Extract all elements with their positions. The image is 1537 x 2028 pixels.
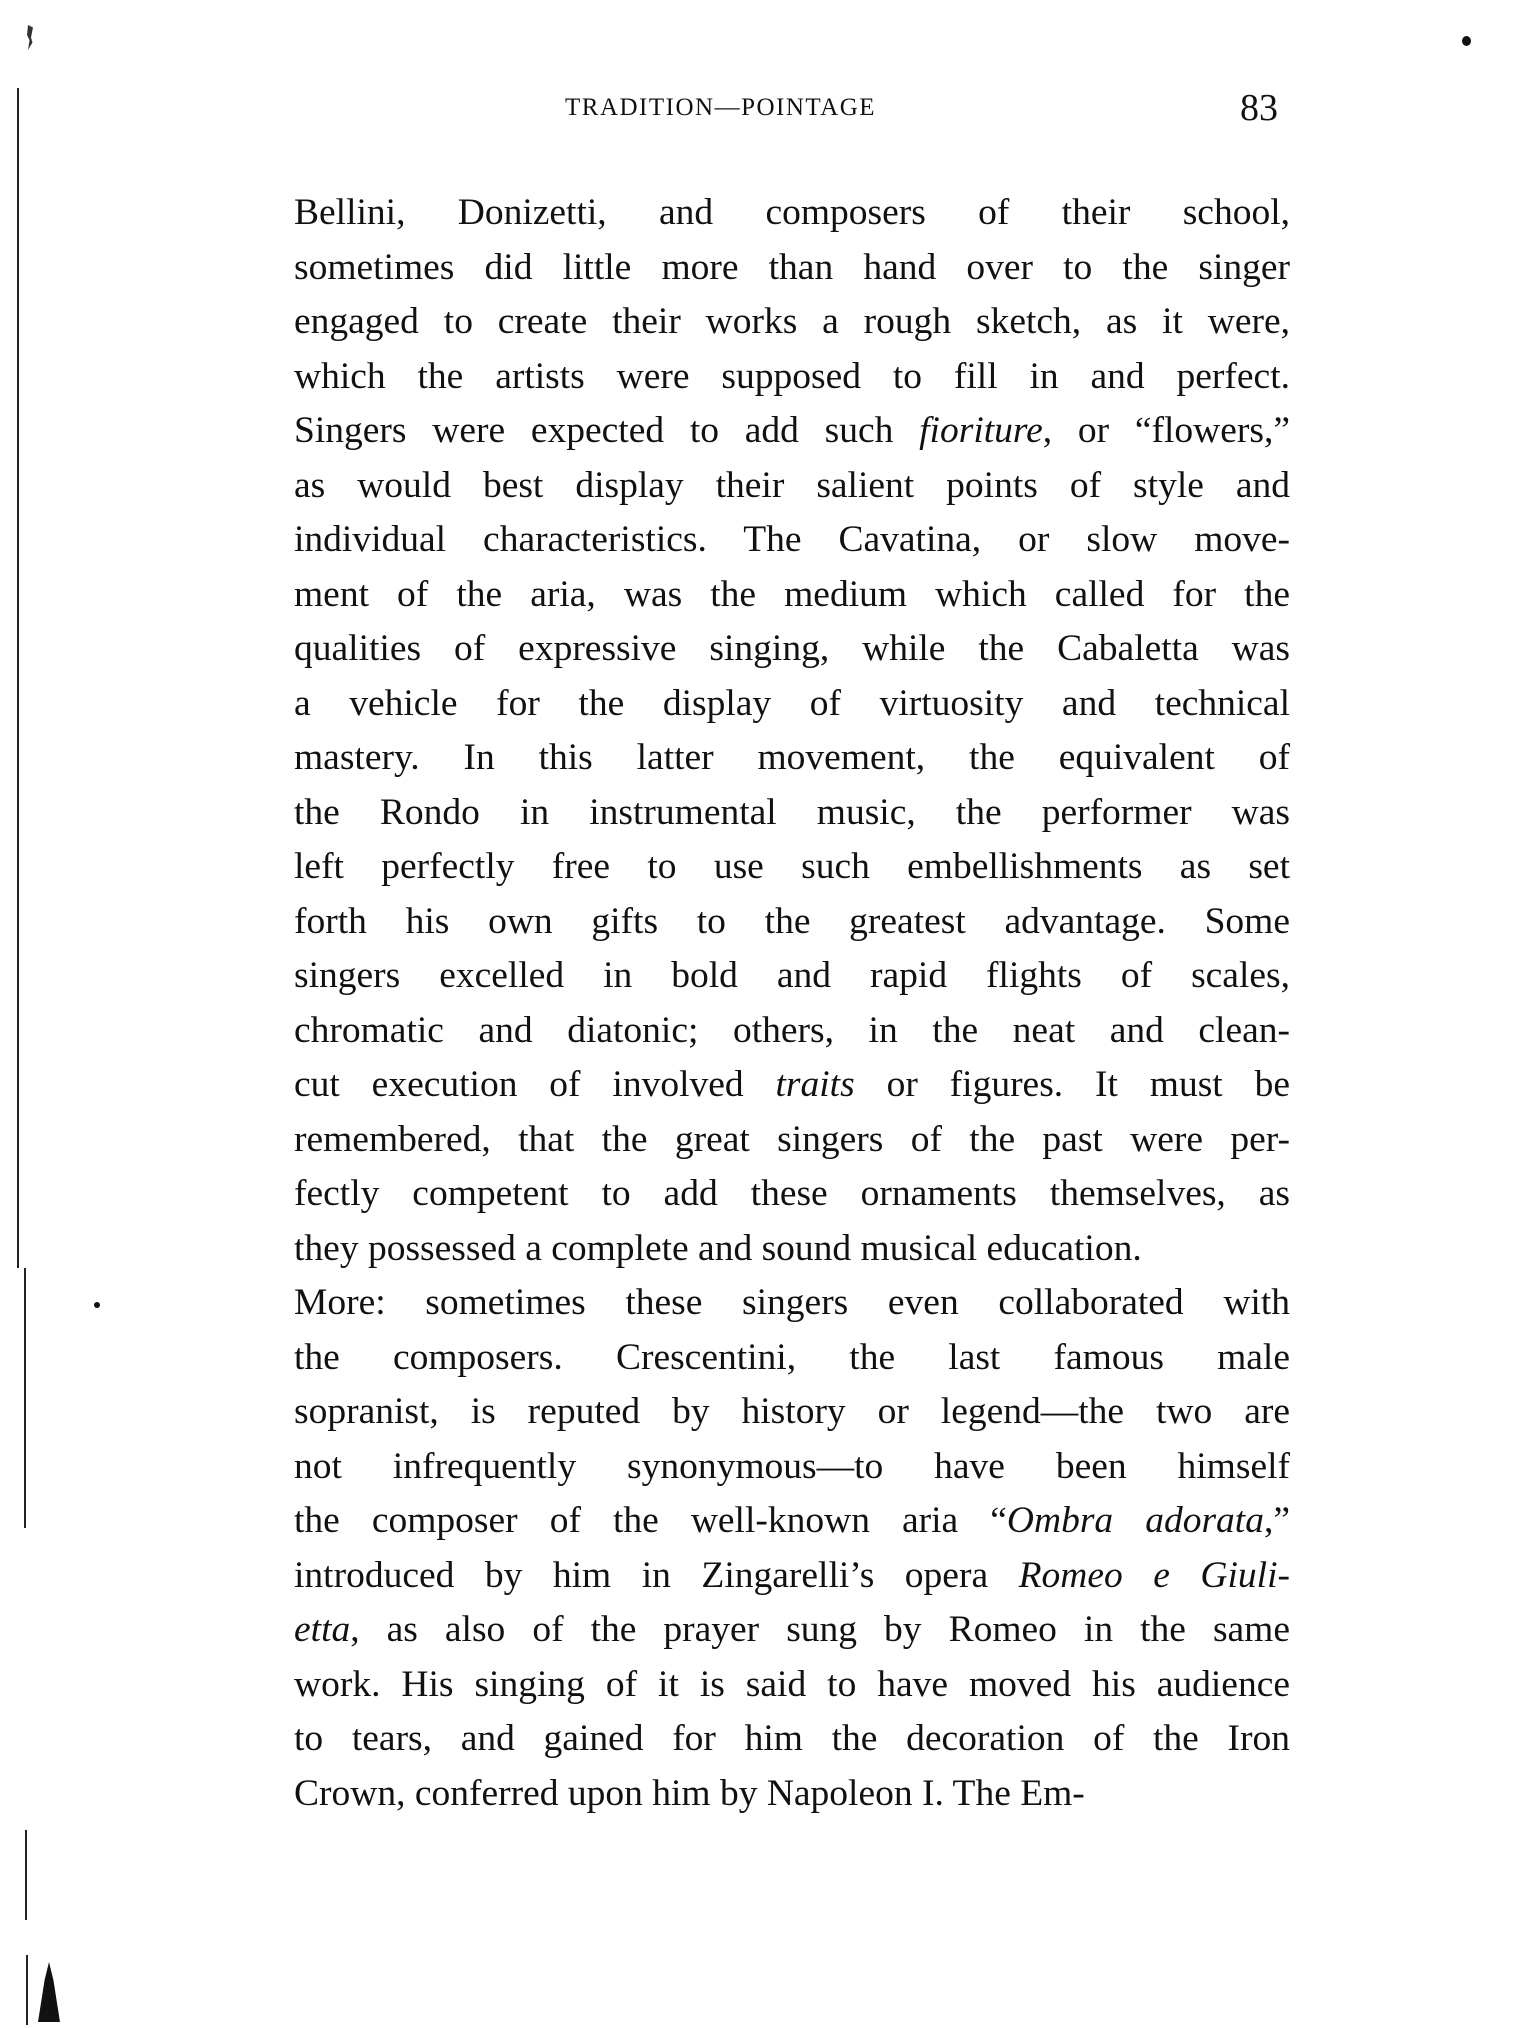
binding-edge-line [25,1830,27,1920]
text-line: etta, as also of the prayer sung by Romeo in the same [294,1609,1290,1650]
text-line: cut execution of involved traits or figures. It must be [294,1064,1290,1105]
text-line: work. His singing of it is said to have moved his audience [294,1663,1290,1705]
italic-term: fioriture [919,410,1043,451]
text-line: a vehicle for the display of virtuosity and technical [294,682,1290,724]
italic-term: traits [775,1064,855,1105]
text-line: they possessed a complete and sound musical education. [294,1227,1142,1269]
text-line: sopranist, is reputed by history or legend—the two are [294,1391,1290,1432]
text-line: as would best display their salient points of style and [294,464,1290,506]
scan-speck-left [94,1302,100,1308]
text-line: left perfectly free to use such embellishments as set [294,846,1290,887]
paragraph-2 [246,1276,1290,1821]
text-line: the composers. Crescentini, the last famous male [294,1336,1290,1378]
italic-term: etta [294,1609,351,1650]
text-line: singers excelled in bold and rapid flights of scales, [294,955,1290,996]
binding-edge-line [26,1955,28,2025]
text-line: to tears, and gained for him the decoration of the Iron [294,1718,1290,1759]
text-line: the Rondo in instrumental music, the performer was [294,791,1290,833]
italic-term: Romeo e Giuli- [1018,1554,1290,1596]
text-line: More: sometimes these singers even collaborated with [294,1282,1290,1323]
text-line: which the artists were supposed to fill in and perfect. [294,355,1290,397]
page-header [0,87,1537,132]
scan-speck-top-right [1462,36,1471,46]
binding-edge-line [24,1268,26,1528]
text-line: mastery. In this latter movement, the equivalent of [294,737,1290,778]
text-line: sometimes did little more than hand over to the singer [294,246,1290,288]
text-line: chromatic and diatonic; others, in the neat and clean- [294,1009,1290,1051]
binding-edge-line [17,88,19,1268]
text-line: introduced by him in Zingarelli’s opera Romeo e Giuli- [294,1554,1290,1596]
text-line: Crown, conferred upon him by Napoleon I. The Em- [294,1772,1085,1814]
text-line: ment of the aria, was the medium which called for the [294,573,1290,615]
body-text [246,186,1290,1821]
text-line: qualities of expressive singing, while the Cabaletta was [294,628,1290,669]
text-line: individual characteristics. The Cavatina, or slow move- [294,519,1290,560]
scan-artifact-bottom [38,1962,60,2022]
text-line: engaged to create their works a rough sketch, as it were, [294,301,1290,342]
page-number: 83 [1240,87,1278,129]
text-line: Singers were expected to add such fioriture, or “flowers,” [294,410,1290,451]
scan-artifact-top [25,25,35,50]
running-head: TRADITION—POINTAGE [565,94,877,121]
italic-term: Ombra adorata [1006,1500,1264,1541]
text-line: not infrequently synonymous—to have been himself [294,1445,1290,1487]
text-line: remembered, that the great singers of the past were per- [294,1118,1290,1160]
paragraph-1 [246,186,1290,1276]
text-line: fectly competent to add these ornaments themselves, as [294,1173,1290,1214]
text-line: the composer of the well-known aria “Ombra adorata,” [294,1500,1291,1541]
text-line: Bellini, Donizetti, and composers of their school, [294,192,1290,233]
text-line: forth his own gifts to the greatest advantage. Some [294,900,1290,942]
